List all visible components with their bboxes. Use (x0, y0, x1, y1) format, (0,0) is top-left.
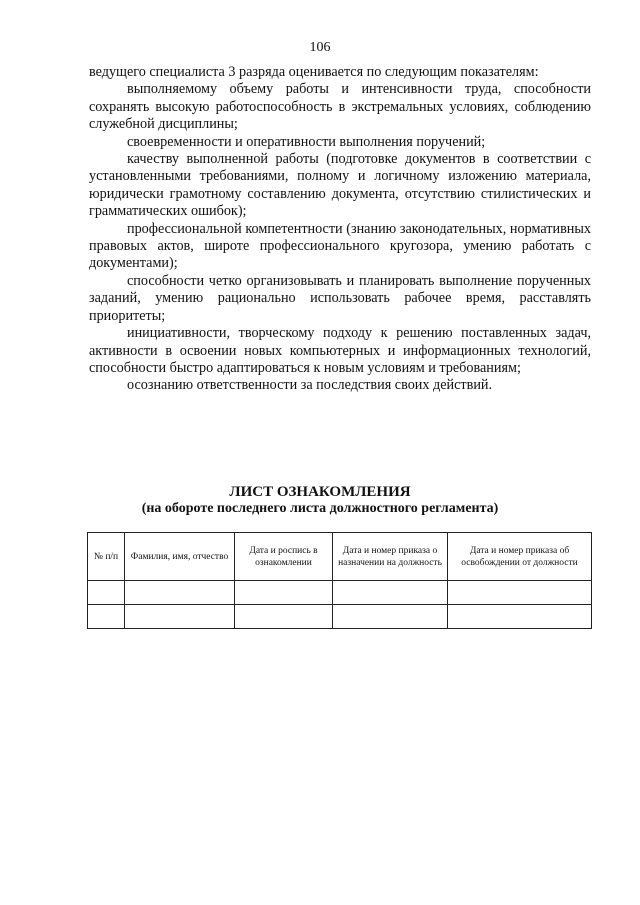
table-cell (448, 581, 592, 605)
page-number: 106 (309, 40, 331, 55)
acknowledgement-table (87, 532, 592, 629)
paragraph-competence: профессиональной компетентности (знанию законодательных, нормативных правовых актов, широте профессионального кругозора, умению работать с документами); (89, 220, 591, 272)
table-row (88, 581, 592, 605)
paragraph-timeliness: своевременности и оперативности выполнения поручений; (127, 133, 486, 150)
table-cell (88, 581, 125, 605)
paragraph-initiative: инициативности, творческому подходу к решению поставленных задач, активности в освоении новых компьютерных и информационных технологий, способности быстро адаптироваться к новым условиям и требованиям; (89, 325, 591, 376)
column-header-release-order: Дата и номер приказа об освобождении от должности (448, 533, 592, 581)
column-header-full-name: Фамилия, имя, отчество (125, 533, 235, 581)
table-cell (235, 581, 333, 605)
acknowledgement-subtitle: (на обороте последнего листа должностного регламента) (141, 501, 499, 516)
paragraph-responsibility: осознанию ответственности за последствия своих действий. (127, 377, 493, 394)
paragraph-organization: способности четко организовывать и планировать выполнение порученных заданий, умению рационально использовать рабочее время, расставлять приоритеты; (89, 272, 591, 324)
table-header-row (88, 533, 592, 581)
column-header-appointment-order: Дата и номер приказа о назначении на должность (333, 533, 448, 581)
paragraph-intro: ведущего специалиста 3 разряда оценивается по следующим показателям: (89, 64, 539, 80)
column-header-date-signature: Дата и роспись в ознакомлении (235, 533, 333, 581)
table-cell (235, 605, 333, 629)
document-body (89, 64, 591, 395)
table-cell (333, 605, 448, 629)
column-header-number: № п/п (88, 533, 125, 581)
table-cell (88, 605, 125, 629)
table-cell (448, 605, 592, 629)
acknowledgement-title: ЛИСТ ОЗНАКОМЛЕНИЯ (229, 484, 411, 500)
table-cell (333, 581, 448, 605)
table-row (88, 605, 592, 629)
table-cell (125, 581, 235, 605)
paragraph-quality: качеству выполненной работы (подготовке документов в соответствии с установленными требованиями, полному и логичному изложению материала, юридически грамотному составлению документа, отсутствию стилистических и грамматических ошибок); (89, 151, 591, 220)
table-cell (125, 605, 235, 629)
paragraph-workload: выполняемому объему работы и интенсивности труда, способности сохранять высокую работоспособность в экстремальных условиях, соблюдению служебной дисциплины; (89, 81, 591, 133)
